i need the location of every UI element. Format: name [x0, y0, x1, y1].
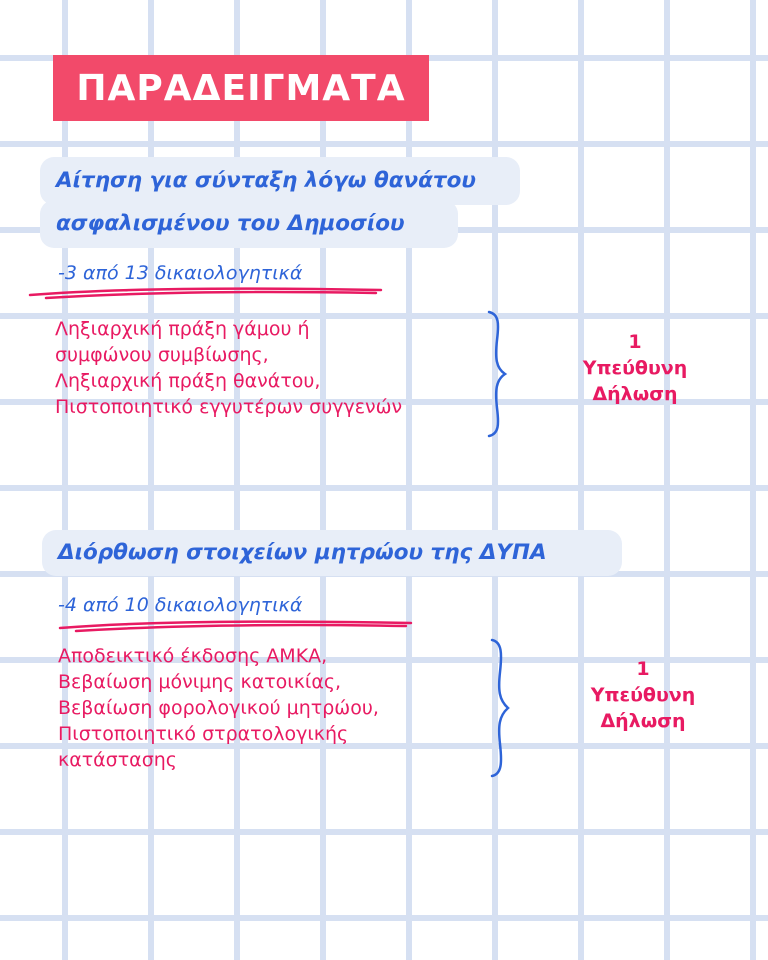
title-banner — [53, 55, 429, 121]
document-item: Ληξιαρχική πράξη γάμου ή — [55, 318, 310, 340]
document-item: Πιστοποιητικό εγγυτέρων συγγενών — [55, 396, 403, 418]
example-2-heading — [42, 530, 622, 576]
declaration-count: 1 — [636, 658, 650, 680]
curly-brace-icon — [486, 638, 516, 778]
declaration-word-1: Υπεύθυνη — [582, 357, 688, 379]
document-item: Πιστοποιητικό στρατολογικής — [58, 723, 349, 745]
document-item: Βεβαίωση φορολογικού μητρώου, — [58, 697, 379, 719]
declaration-word-2: Δήλωση — [600, 710, 686, 732]
curly-brace-icon — [483, 310, 513, 438]
example-1-declaration — [560, 329, 710, 407]
scribble-underline-icon — [56, 618, 416, 634]
example-2-count: -4 από 10 δικαιολογητικά — [58, 594, 303, 616]
example-2-documents — [58, 643, 498, 773]
declaration-count: 1 — [628, 331, 642, 353]
example-1-count: -3 από 13 δικαιολογητικά — [58, 262, 303, 284]
declaration-word-2: Δήλωση — [592, 383, 678, 405]
document-item: κατάστασης — [58, 749, 177, 771]
example-1-documents — [55, 316, 495, 420]
example-1-heading-line1 — [40, 157, 520, 205]
scribble-underline-icon — [26, 285, 386, 301]
example-2-heading-text: Διόρθωση στοιχείων μητρώου της ΔΥΠΑ — [58, 540, 547, 565]
example-1-heading-text-1: Αίτηση για σύνταξη λόγω θανάτου — [56, 168, 476, 193]
example-2-declaration — [568, 656, 718, 734]
example-1-heading-line2 — [40, 200, 458, 248]
document-item: Ληξιαρχική πράξη θανάτου, — [55, 370, 321, 392]
document-item: Βεβαίωση μόνιμης κατοικίας, — [58, 671, 342, 693]
document-item: συμφώνου συμβίωσης, — [55, 344, 269, 366]
document-item: Αποδεικτικό έκδοσης ΑΜΚΑ, — [58, 645, 328, 667]
declaration-word-1: Υπεύθυνη — [590, 684, 696, 706]
page-title: ΠΑΡΑΔΕΙΓΜΑΤΑ — [76, 67, 406, 109]
example-1-heading-text-2: ασφαλισμένου του Δημοσίου — [56, 211, 405, 236]
